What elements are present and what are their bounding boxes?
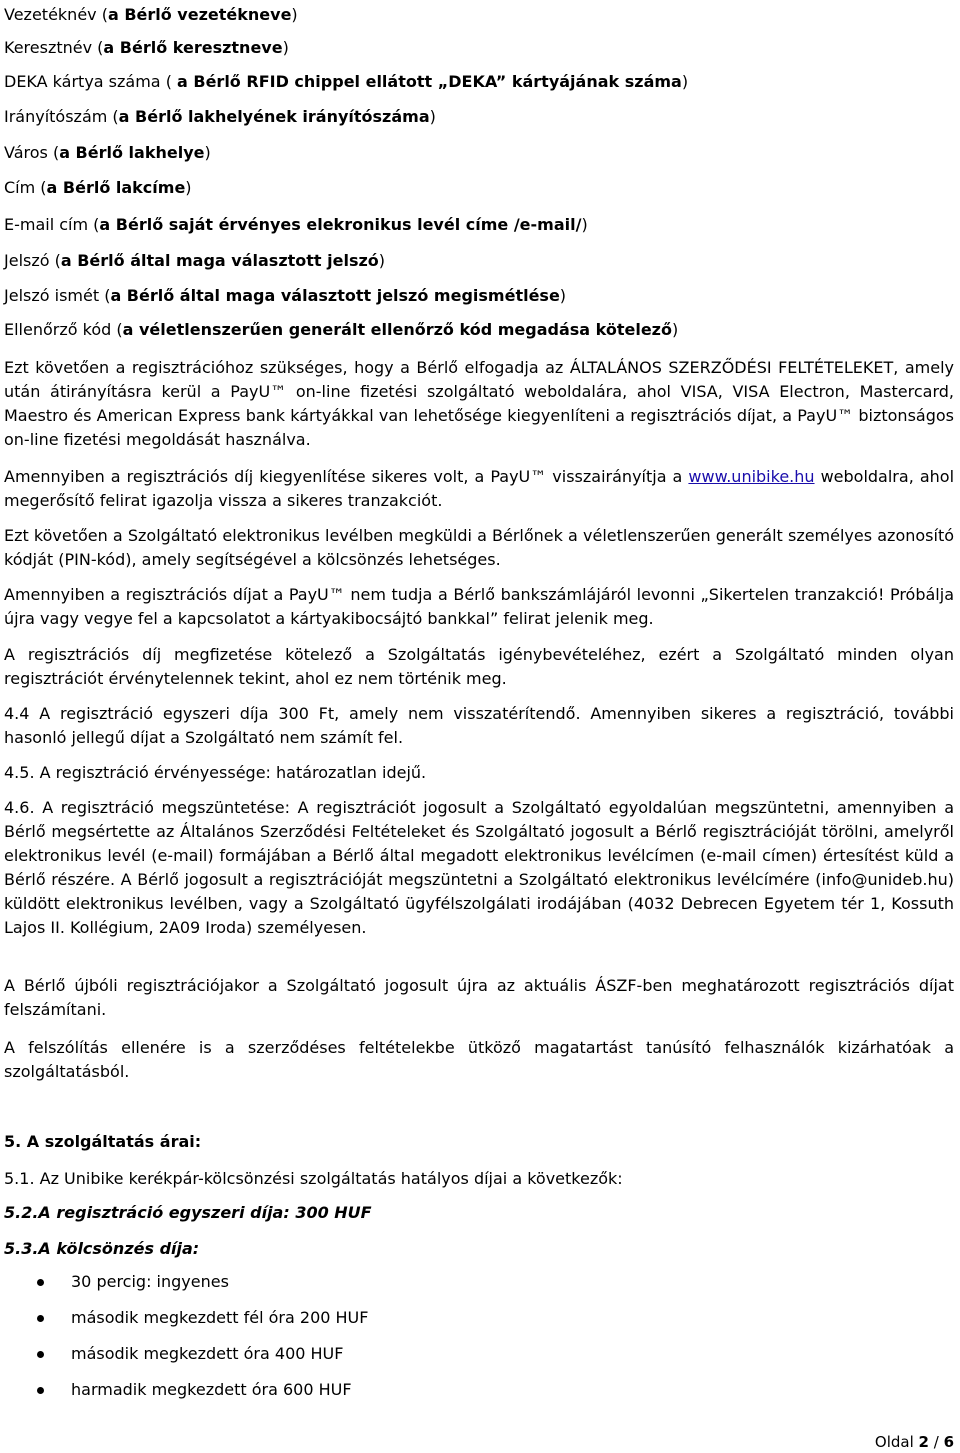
- field-captcha: Ellenőrző kód (a véletlenszerűen generált ellenőrző kód megadása kötelező): [4, 320, 679, 339]
- fee-rental-heading: 5.3.A kölcsönzés díja:: [4, 1239, 200, 1258]
- paragraph-pin-code: Ezt követően a Szolgáltató elektronikus levélben megküldi a Bérlőnek a véletlenszerűen generált személyes azonosító kódját (PIN-kód), amely segítségével a kölcsönzés lehetséges.: [4, 526, 954, 569]
- section-5-heading: 5. A szolgáltatás árai:: [4, 1132, 202, 1151]
- bullet-icon: [37, 1351, 44, 1358]
- field-password: Jelszó (a Bérlő által maga választott jelszó): [4, 251, 386, 270]
- paragraph-payment-failure: Amennyiben a regisztrációs díjat a PayU™ nem tudja a Bérlő bankszámlájáról levonni „Sikertelen tranzakció! Próbálja újra vagy vegye fel a kapcsolatot a kártyakibocsájtó bankkal” felirat jelenik meg.: [4, 585, 954, 628]
- field-deka-card: DEKA kártya száma ( a Bérlő RFID chippel ellátott „DEKA” kártyájának száma): [4, 72, 689, 91]
- paragraph-exclusion: A felszólítás ellenére is a szerződéses feltételekbe ütköző magatartást tanúsító felhasználók kizárhatóak a szolgáltatásból.: [4, 1038, 954, 1081]
- field-address: Cím (a Bérlő lakcíme): [4, 178, 192, 197]
- bullet-icon: [37, 1315, 44, 1322]
- field-zip: Irányítószám (a Bérlő lakhelyének irányítószáma): [4, 107, 436, 126]
- section-5-1-intro: 5.1. Az Unibike kerékpár-kölcsönzési szolgáltatás hatályos díjai a következők:: [4, 1169, 623, 1188]
- field-email: E-mail cím (a Bérlő saját érvényes elekronikus levél címe /e-mail/): [4, 215, 588, 234]
- paragraph-payment-success: Amennyiben a regisztrációs díj kiegyenlítése sikeres volt, a PayU™ visszairányítja a www.unibike.hu weboldalra, ahol megerősítő felirat igazolja vissza a sikeres tranzakciót.: [4, 467, 955, 510]
- paragraph-4-4: 4.4 A regisztráció egyszeri díja 300 Ft, amely nem visszatérítendő. Amennyiben sikeres a regisztráció, további hasonló jellegű díjat a Szolgáltató nem számít fel.: [4, 704, 954, 747]
- page-number: Oldal 2 / 6: [874, 1433, 954, 1451]
- bullet-icon: [37, 1387, 44, 1394]
- bullet-icon: [37, 1279, 44, 1286]
- field-city: Város (a Bérlő lakhelye): [4, 143, 211, 162]
- paragraph-4-5: 4.5. A regisztráció érvényessége: határozatlan idejű.: [4, 763, 427, 782]
- field-password-repeat: Jelszó ismét (a Bérlő által maga választott jelszó megismétlése): [4, 286, 567, 305]
- paragraph-re-registration: A Bérlő újbóli regisztrációjakor a Szolgáltató jogosult újra az aktuális ÁSZF-ben meghatározott regisztrációs díjat felszámítani.: [4, 976, 954, 1019]
- paragraph-fee-mandatory: A regisztrációs díj megfizetése kötelező a Szolgáltatás igénybevételéhez, ezért a Szolgáltató minden olyan regisztrációt érvénytelennek tekint, ahol ez nem történik meg.: [4, 645, 954, 688]
- fee-registration: 5.2.A regisztráció egyszeri díja: 300 HUF: [4, 1203, 372, 1222]
- paragraph-4-6: 4.6. A regisztráció megszüntetése: A regisztrációt jogosult a Szolgáltató egyoldalúan megszüntetni, amennyiben a Bérlő megsértette az Általános Szerződési Feltételeket és Szolgáltató jogosult a Bérlő regisztrációját törölni, amelyről elektronikus levél (e-mail) formájában a Bérlő által megadott elektronikus levélcímen (e-mail címen) értesítést küld a Bérlő részére. A Bérlő jogosult a regisztrációját megszüntetni a Szolgáltató elektronikus levélcímére (info@unideb.hu) küldött elektronikus levélben, vagy a Szolgáltató ügyfélszolgálati irodájában (4032 Debrecen Egyetem tér 1, Kossuth Lajos II. Kollégium, 2A09 Iroda) személyesen.: [4, 798, 954, 937]
- paragraph-terms-acceptance: Ezt követően a regisztrációhoz szükséges, hogy a Bérlő elfogadja az ÁLTALÁNOS SZERZŐDÉSI FELTÉTELEKET, amely után átirányításra kerül a PayU™ on-line fizetési szolgáltató weboldalára, ahol VISA, VISA Electron, Mastercard, Maestro és American Express bank kártyákkal van lehetősége kiegyenlíteni a regisztrációs díjat, a PayU™ biztonságos on-line fizetési megoldását használva.: [4, 358, 954, 449]
- unibike-link[interactable]: www.unibike.hu: [688, 467, 815, 486]
- field-surname: Vezetéknév (a Bérlő vezetékneve): [4, 5, 298, 24]
- field-firstname: Keresztnév (a Bérlő keresztneve): [4, 38, 289, 57]
